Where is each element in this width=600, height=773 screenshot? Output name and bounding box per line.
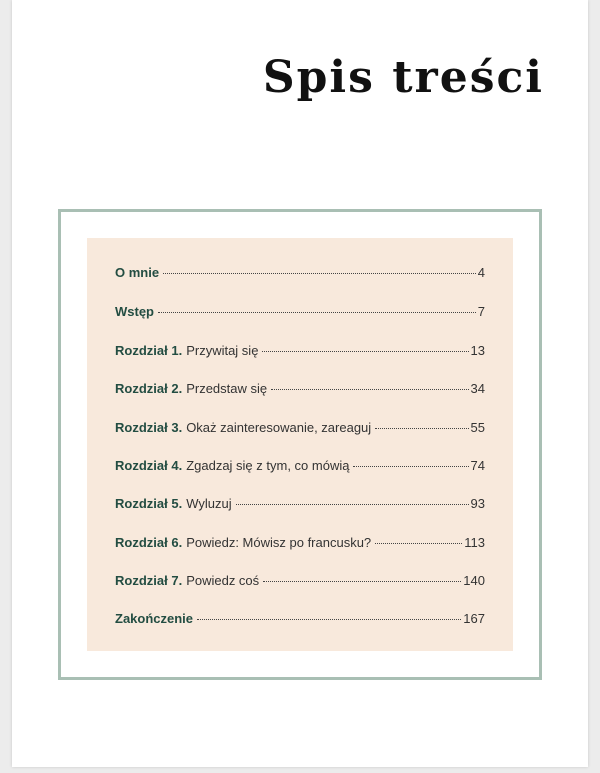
toc-panel [87, 238, 513, 651]
toc-entry-wstep [115, 304, 485, 319]
page-title: Spis treści [262, 52, 544, 103]
toc-entry-label: Rozdział 4. [115, 458, 183, 473]
toc-entry-zakonczenie [115, 611, 485, 626]
toc-entry-chapter-7 [115, 573, 485, 588]
document-page [12, 0, 588, 767]
toc-entry-chapter-4 [115, 458, 485, 473]
toc-page-number: 167 [463, 611, 485, 626]
toc-leader-dots [163, 273, 476, 274]
toc-page-number: 34 [470, 381, 485, 396]
toc-page-number: 140 [463, 573, 485, 588]
toc-entry-label: Rozdział 6. [115, 535, 183, 550]
toc-entry-title: Przywitaj się [186, 343, 259, 358]
toc-entry-chapter-6 [115, 535, 485, 550]
toc-entry-title: Wyluzuj [186, 496, 232, 511]
toc-leader-dots [375, 428, 468, 429]
toc-entry-label: Wstęp [115, 304, 154, 319]
toc-leader-dots [353, 466, 468, 467]
toc-entry-label: O mnie [115, 265, 160, 280]
toc-entry-title: Przedstaw się [186, 381, 268, 396]
toc-leader-dots [158, 312, 476, 313]
toc-entry-label: Rozdział 5. [115, 496, 183, 511]
toc-leader-dots [262, 351, 468, 352]
toc-leader-dots [271, 389, 468, 390]
toc-entry-chapter-5 [115, 496, 485, 511]
toc-entry-label: Rozdział 3. [115, 420, 183, 435]
toc-page-number: 113 [464, 535, 485, 550]
toc-entry-title: Powiedz coś [186, 573, 260, 588]
toc-page-number: 13 [470, 343, 485, 358]
toc-frame [58, 209, 542, 680]
toc-leader-dots [375, 543, 462, 544]
toc-page-number: 74 [470, 458, 485, 473]
toc-entry-o-mnie [115, 265, 485, 280]
toc-entry-chapter-1 [115, 343, 485, 358]
toc-entry-label: Rozdział 2. [115, 381, 183, 396]
toc-leader-dots [263, 581, 461, 582]
toc-page-number: 55 [470, 420, 485, 435]
toc-entry-label: Rozdział 1. [115, 343, 183, 358]
toc-entry-chapter-2 [115, 381, 485, 396]
toc-leader-dots [236, 504, 469, 505]
toc-entry-label: Zakończenie [115, 611, 194, 626]
toc-entry-chapter-3 [115, 420, 485, 435]
toc-leader-dots [197, 619, 461, 620]
toc-page-number: 4 [477, 265, 485, 280]
toc-entry-label: Rozdział 7. [115, 573, 183, 588]
toc-entry-title: Okaż zainteresowanie, zareaguj [186, 420, 372, 435]
toc-page-number: 93 [470, 496, 485, 511]
toc-entry-title: Zgadzaj się z tym, co mówią [186, 458, 350, 473]
toc-entry-title: Powiedz: Mówisz po francusku? [186, 535, 372, 550]
toc-page-number: 7 [477, 304, 485, 319]
